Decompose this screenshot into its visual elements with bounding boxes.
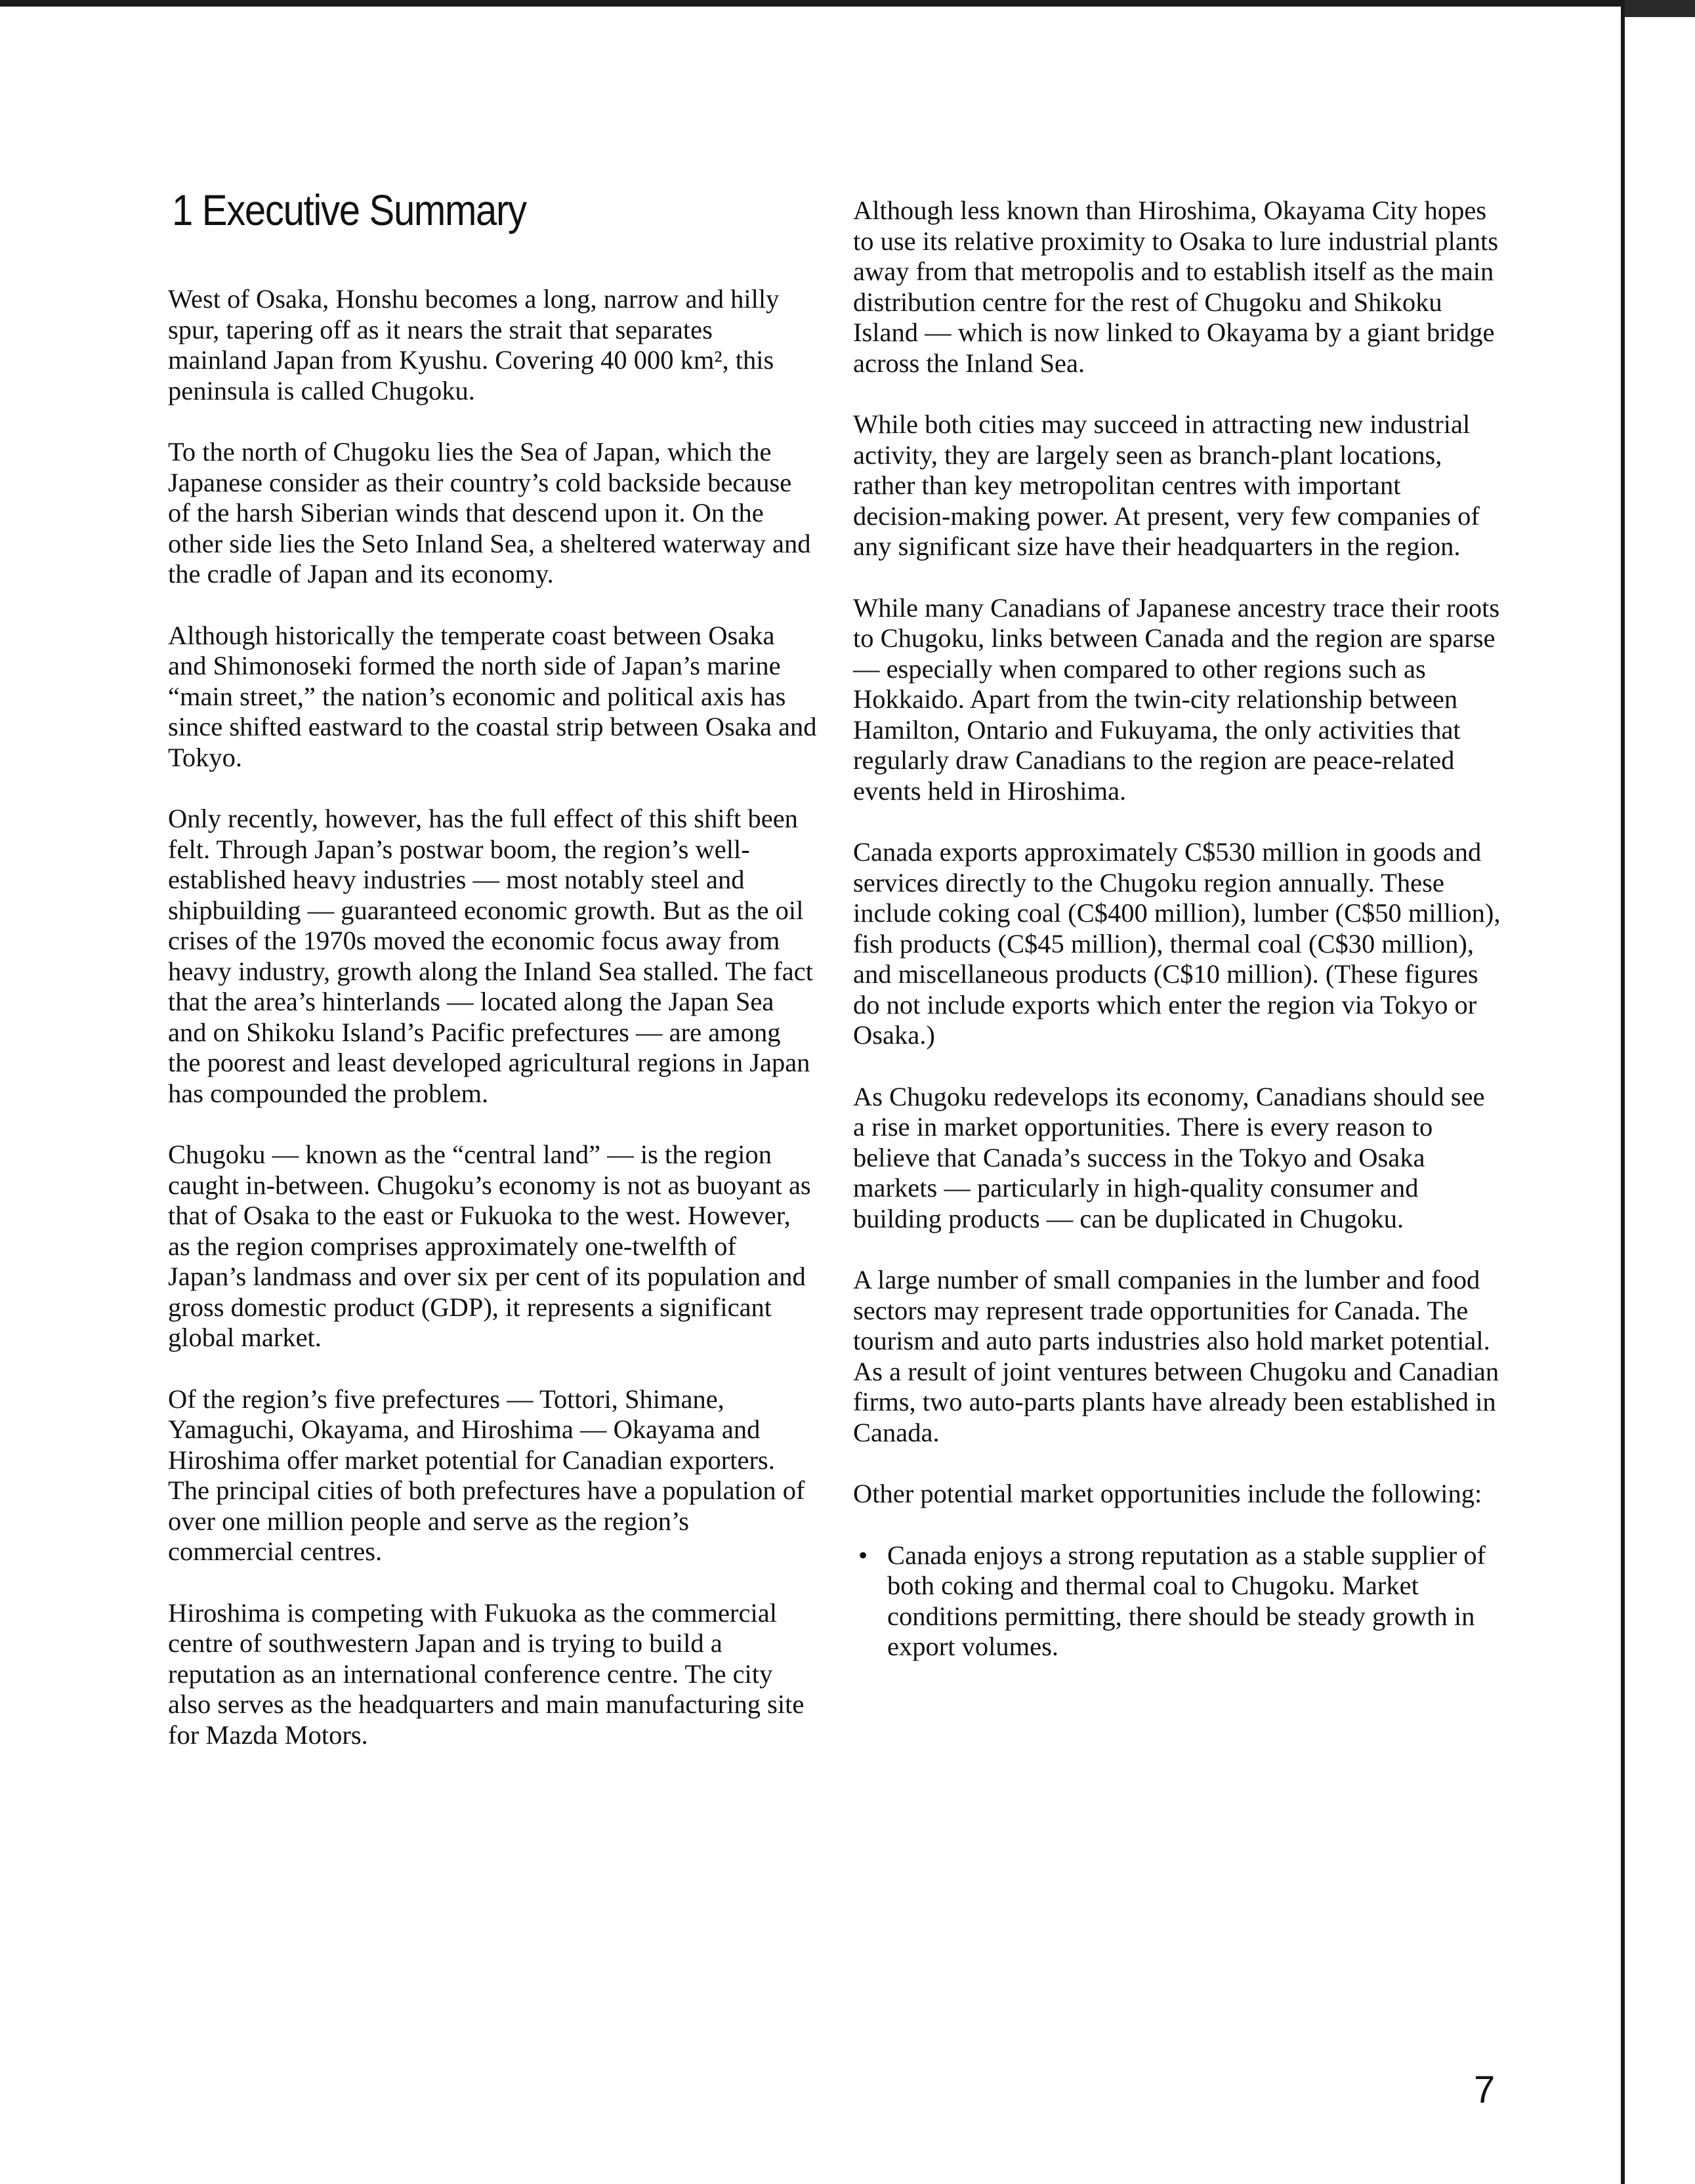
- left-column: [168, 284, 818, 1781]
- paragraph: While both cities may succeed in attracting new industrial activity, they are largely seen as branch-plant locations, rather than key metropolitan centres with important decision-making power. At present, very few companies of any significant size have their headquarters in the region.: [853, 409, 1480, 561]
- paragraph: Although less known than Hiroshima, Okayama City hopes to use its relative proximity to Osaka to lure industrial plants away from that metropolis and to establish itself as the main distribution centre for the rest of Chugoku and Shikoku Island — which is now linked to Okayama by a giant bridge across the Inland Sea.: [853, 196, 1499, 378]
- section-heading: 1 Executive Summary: [172, 186, 526, 234]
- paragraph: A large number of small companies in the lumber and food sectors may represent trade opportunities for Canada. The tourism and auto parts industries also hold market potential. As a result of joint ventures between Chugoku and Canadian firms, two auto-parts plants have already been established in Canada.: [853, 1265, 1499, 1447]
- paragraph: While many Canadians of Japanese ancestry trace their roots to Chugoku, links between Canada and the region are sparse — especially when compared to other regions such as Hokkaido. Apart from the twin-city relationship between Hamilton, Ontario and Fukuyama, the only activities that regularly draw Canadians to the region are peace-related events held in Hiroshima.: [853, 592, 1500, 806]
- bullet-item: • Canada enjoys a strong reputation as a stable supplier of both coking and thermal coal to Chugoku. Market conditions permitting, there should be steady growth in export volumes.: [853, 1540, 1503, 1662]
- paragraph: Although historically the temperate coast between Osaka and Shimonoseki formed the north side of Japan’s marine “main street,” the nation’s economic and political axis has since shifted eastward to the coastal strip between Osaka and Tokyo.: [168, 620, 817, 772]
- paragraph: West of Osaka, Honshu becomes a long, narrow and hilly spur, tapering off as it nears the strait that separates mainland Japan from Kyushu. Covering 40 000 km², this peninsula is called Chugoku.: [168, 284, 780, 405]
- scan-border-top: [0, 0, 1695, 7]
- paragraph: As Chugoku redevelops its economy, Canadians should see a rise in market opportunities. There is every reason to believe that Canada’s success in the Tokyo and Osaka markets — particularly in high-quality consumer and building products — can be duplicated in Chugoku.: [853, 1081, 1485, 1233]
- paragraph: Of the region’s five prefectures — Tottori, Shimane, Yamaguchi, Okayama, and Hiroshima — Okayama and Hiroshima offer market potential for Canadian exporters. The principal cities of both prefectures have a population of over one million people and serve as the region’s commercial centres.: [168, 1384, 805, 1566]
- bullet-list: [853, 1540, 1503, 1662]
- paragraph: To the north of Chugoku lies the Sea of Japan, which the Japanese consider as their country’s cold backside because of the harsh Siberian winds that descend upon it. On the other side lies the Seto Inland Sea, a sheltered waterway and the cradle of Japan and its economy.: [168, 437, 811, 588]
- paragraph: Hiroshima is competing with Fukuoka as the commercial centre of southwestern Japan and is trying to build a reputation as an international conference centre. The city also serves as the headquarters and main manufacturing site for Mazda Motors.: [168, 1597, 805, 1750]
- right-column: [853, 196, 1503, 1662]
- page-number: 7: [1474, 2069, 1496, 2111]
- paragraph: Only recently, however, has the full effect of this shift been felt. Through Japan’s postwar boom, the region’s well-established heavy industries — most notably steel and shipbuilding — guaranteed economic growth. But as the oil crises of the 1970s moved the economic focus away from heavy industry, growth along the Inland Sea stalled. The fact that the area’s hinterlands — located along the Japan Sea and on Shikoku Island’s Pacific prefectures — are among the poorest and least developed agricultural regions in Japan has compounded the problem.: [168, 804, 813, 1108]
- paragraph: Canada exports approximately C$530 million in goods and services directly to the Chugoku region annually. These include coking coal (C$400 million), lumber (C$50 million), fish products (C$45 million), thermal coal (C$30 million), and miscellaneous products (C$10 million). (These figures do not include exports which enter the region via Tokyo or Osaka.): [853, 837, 1501, 1050]
- paragraph: Chugoku — known as the “central land” — is the region caught in-between. Chugoku’s economy is not as buoyant as that of Osaka to the east or Fukuoka to the west. However, as the region comprises approximately one-twelfth of Japan’s landmass and over six per cent of its population and gross domestic product (GDP), it represents a significant global market.: [168, 1140, 811, 1352]
- scan-corner-mark: [1625, 0, 1695, 17]
- paragraph: Other potential market opportunities include the following:: [853, 1479, 1482, 1508]
- scan-border-right: [1621, 0, 1625, 2184]
